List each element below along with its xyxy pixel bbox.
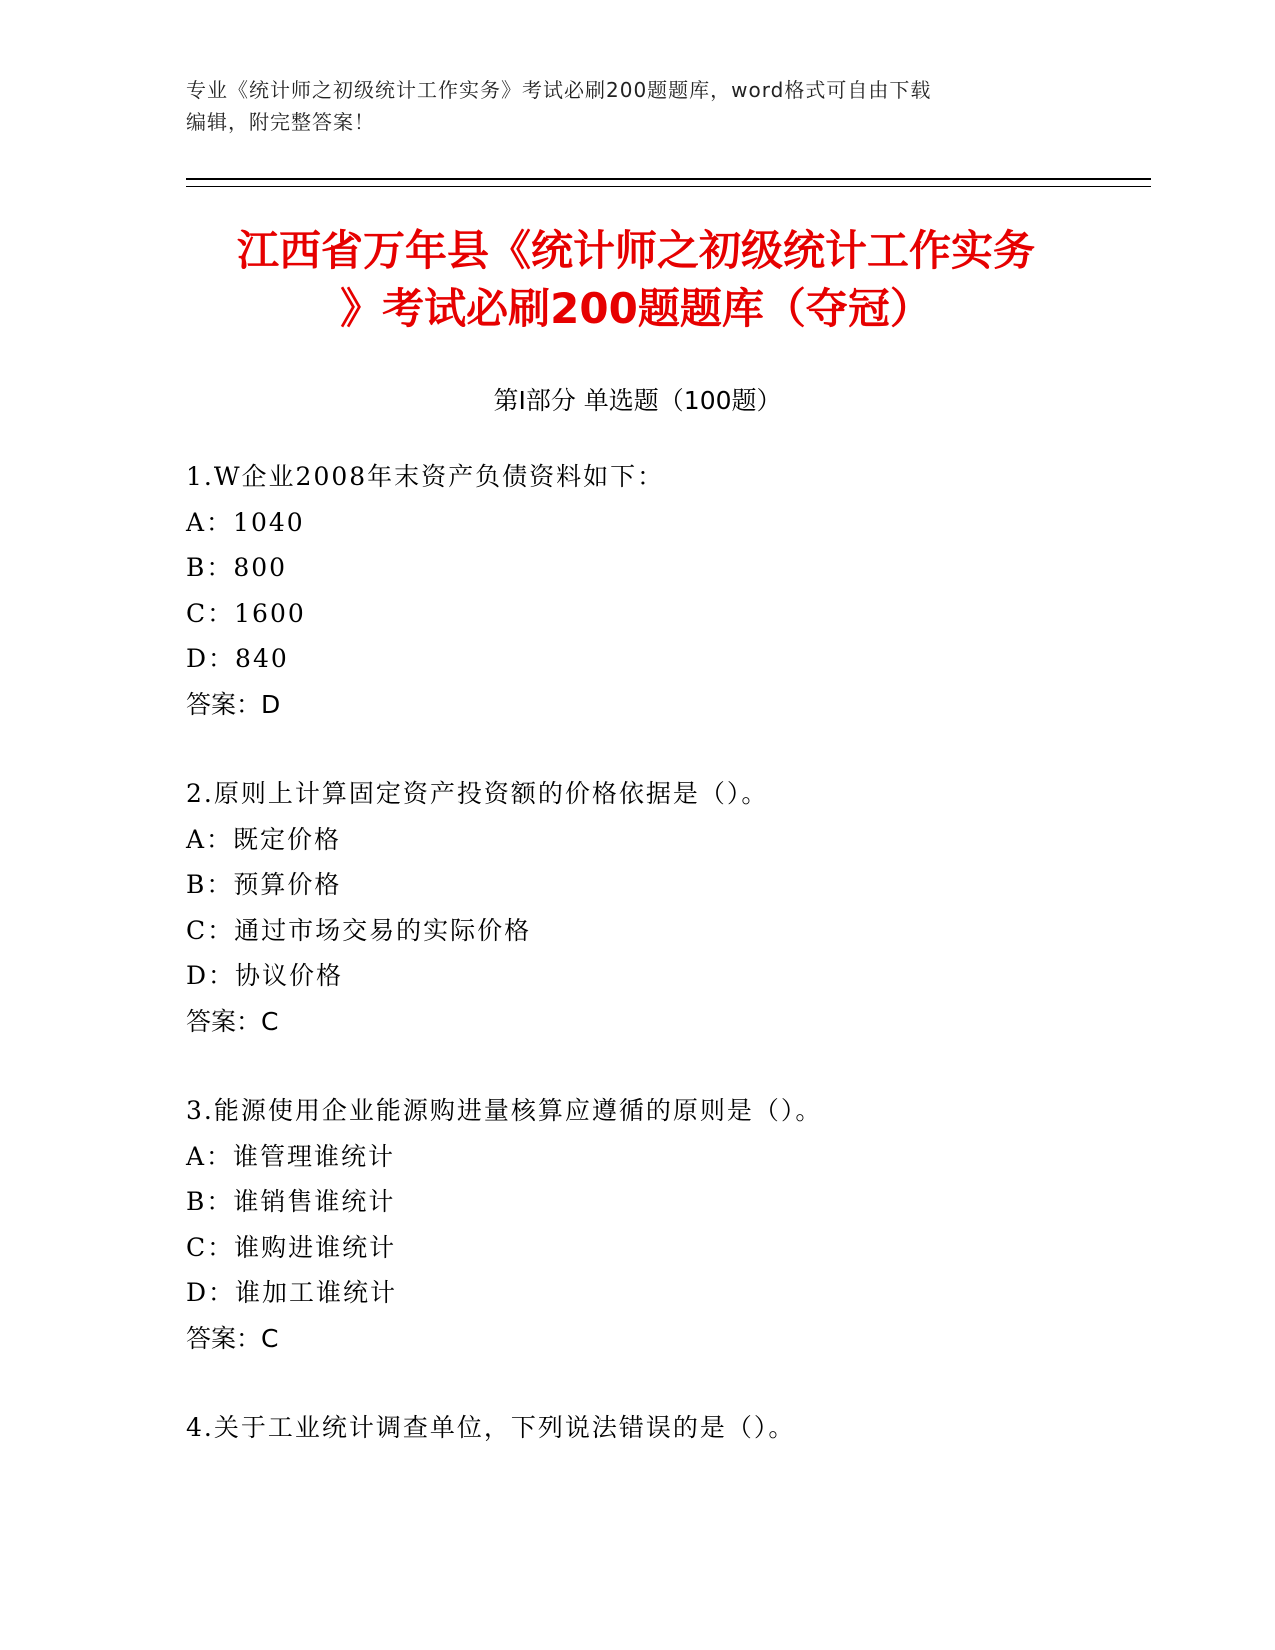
option-a: A：谁管理谁统计: [186, 1141, 396, 1171]
option-d: D：协议价格: [186, 961, 344, 990]
option-d: D：840: [186, 644, 289, 673]
intro-line-1: 专业《统计师之初级统计工作实务》考试必刷200题题库，word格式可自由下载: [186, 78, 932, 102]
question-3: [186, 1088, 1136, 1361]
answer: 答案：D: [186, 689, 281, 719]
option-c: C：1600: [186, 598, 306, 628]
option-b: B：800: [186, 553, 288, 582]
section-heading: 第Ⅰ部分 单选题（100题）: [493, 386, 782, 415]
option-d: D：谁加工谁统计: [186, 1278, 398, 1307]
title-line-1: 江西省万年县《统计师之初级统计工作实务: [236, 226, 1035, 275]
option-a: A：1040: [186, 507, 305, 537]
document-title: [186, 222, 1086, 338]
option-a: A：既定价格: [186, 824, 342, 854]
option-b: B：谁销售谁统计: [186, 1187, 396, 1216]
question-2: [186, 771, 1136, 1044]
header-rule-thin: [186, 186, 1151, 187]
question-1: [186, 454, 1136, 727]
title-line-2: 》考试必刷200题题库（夺冠）: [340, 284, 932, 333]
option-b: B：预算价格: [186, 870, 342, 899]
answer: 答案：C: [186, 1006, 279, 1036]
answer: 答案：C: [186, 1323, 279, 1353]
question-stem: 2.原则上计算固定资产投资额的价格依据是（）。: [186, 779, 769, 808]
document-intro: [186, 74, 1086, 138]
header-rule-thick: [186, 178, 1151, 180]
question-stem: 3.能源使用企业能源购进量核算应遵循的原则是（）。: [186, 1096, 823, 1125]
option-c: C：谁购进谁统计: [186, 1232, 397, 1262]
question-4: [186, 1405, 1136, 1451]
intro-line-2: 编辑，附完整答案！: [186, 110, 375, 134]
question-stem: 4.关于工业统计调查单位，下列说法错误的是（）。: [186, 1413, 796, 1442]
question-stem: 1.W企业2008年末资产负债资料如下：: [186, 462, 665, 491]
option-c: C：通过市场交易的实际价格: [186, 915, 532, 945]
